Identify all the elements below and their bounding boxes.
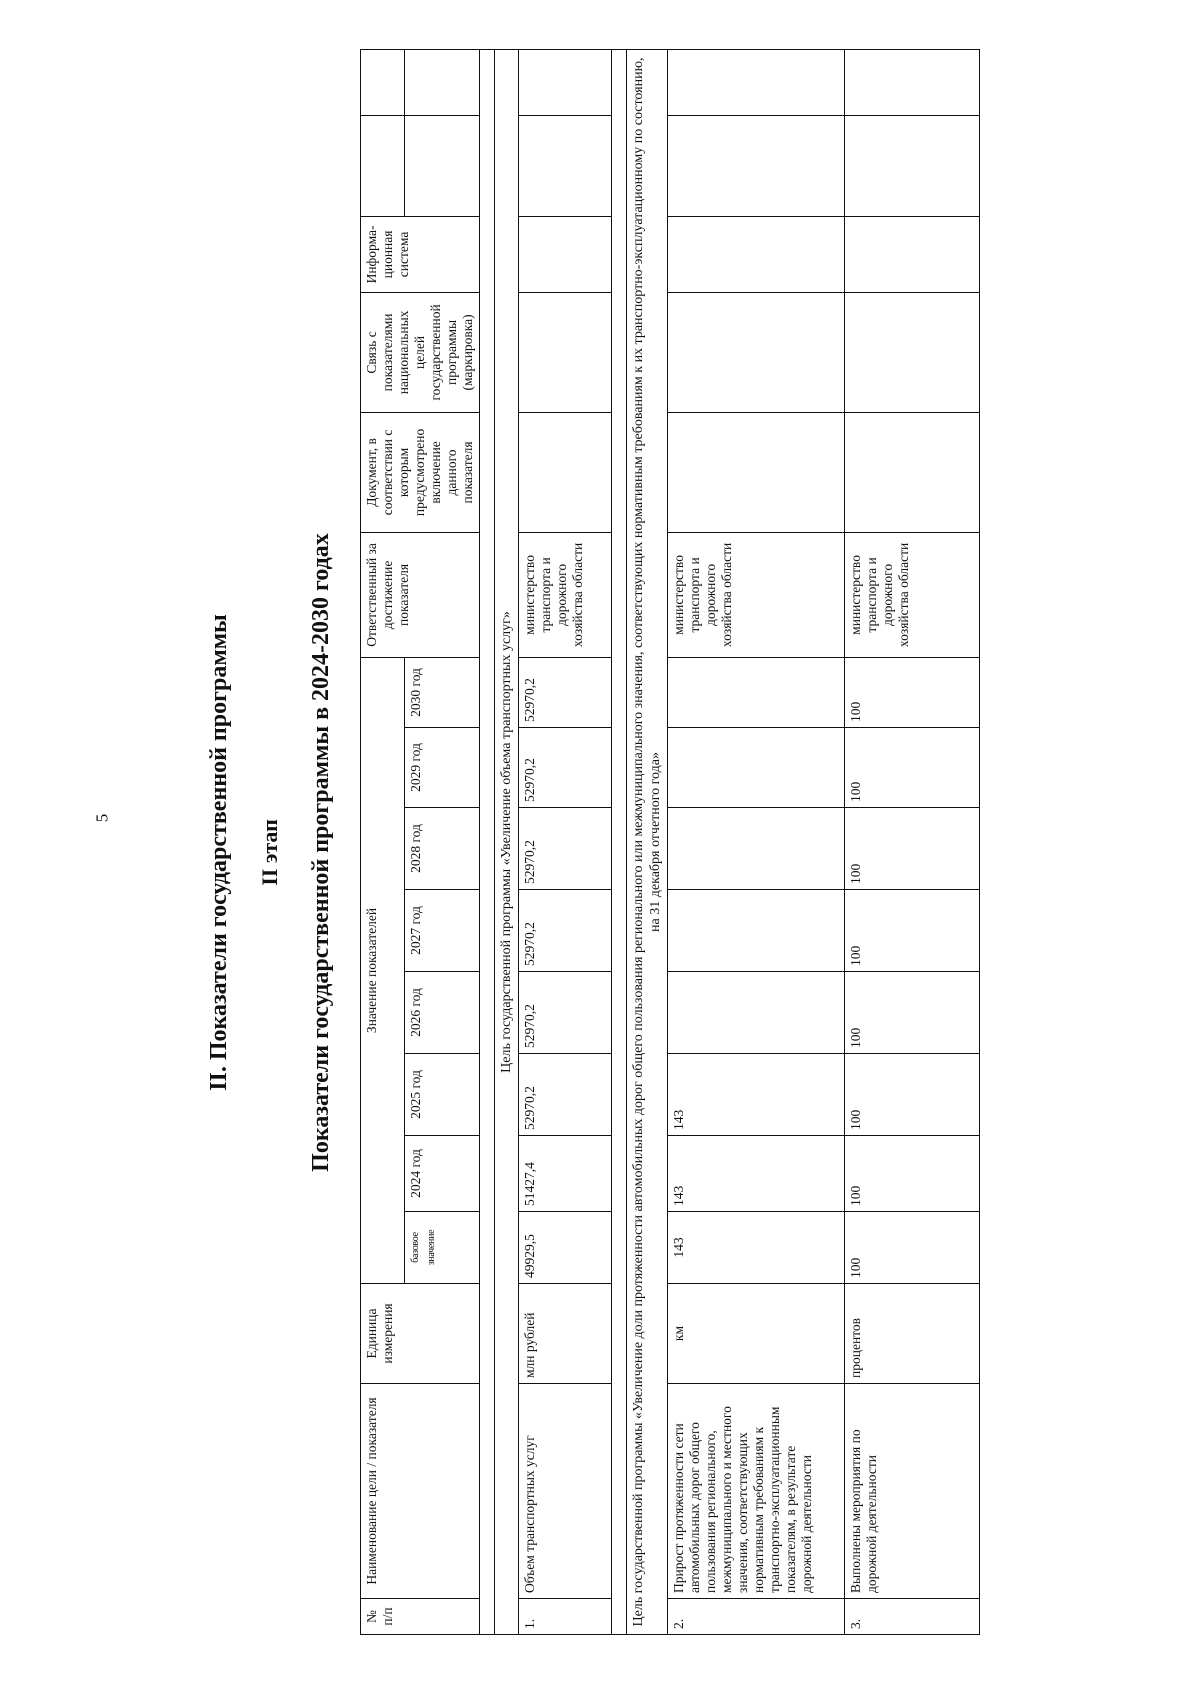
header-unit: Единица измерения <box>361 1284 480 1384</box>
header-responsible: Ответственный за достижение показателя <box>361 532 480 657</box>
row-responsible: министерство транспорта и дорожного хозяйства области <box>668 532 845 657</box>
spacer-row <box>612 49 627 1634</box>
row-infosystem <box>845 216 980 292</box>
row-unit: км <box>668 1284 845 1384</box>
row-infosystem <box>519 216 612 292</box>
row-year-value: 52970,2 <box>519 808 612 890</box>
rotated-page-content <box>200 57 1016 1635</box>
row-year-value <box>668 728 845 808</box>
row-year-value: 100 <box>845 972 980 1054</box>
row-year-value: 52970,2 <box>519 890 612 972</box>
row-year-value: 100 <box>845 1136 980 1212</box>
header-year: 2026 год <box>405 972 480 1054</box>
table-row <box>519 49 612 1634</box>
row-document <box>845 412 980 532</box>
header-num: № п/п <box>361 1599 480 1635</box>
row-year-value <box>668 890 845 972</box>
row-year-value: 52970,2 <box>519 728 612 808</box>
table-row <box>668 49 845 1634</box>
stage-title: II этап <box>257 819 282 886</box>
row-year-value: 52970,2 <box>519 972 612 1054</box>
row-empty-cell <box>845 115 980 216</box>
header-link: Связь с показателями национальных целей государственной программы (маркировка) <box>361 292 480 412</box>
row-year-value: 52970,2 <box>519 657 612 727</box>
goal-row-1 <box>495 49 519 1634</box>
header-values-group: Значение показателей <box>361 657 405 1283</box>
row-unit: млн рублей <box>519 1284 612 1384</box>
section-title: II. Показатели государственной программы <box>206 614 232 1091</box>
header-empty-col <box>361 115 405 216</box>
goal-row-2 <box>627 49 668 1634</box>
spacer-row <box>480 49 495 1634</box>
header-document: Документ, в соответствии с которым предусмотрено включение данного показателя <box>361 412 480 532</box>
row-document <box>519 412 612 532</box>
row-year-value: 100 <box>845 728 980 808</box>
header-year: 2029 год <box>405 728 480 808</box>
header-base: базовое значение <box>405 1212 480 1284</box>
row-link <box>668 292 845 412</box>
row-year-value: 143 <box>668 1054 845 1136</box>
row-link <box>519 292 612 412</box>
row-base: 100 <box>845 1212 980 1284</box>
header-empty-col <box>405 115 480 216</box>
row-year-value: 100 <box>845 890 980 972</box>
row-empty-cell <box>845 49 980 115</box>
header-year: 2030 год <box>405 657 480 727</box>
spacer-cell <box>612 49 627 1634</box>
page-number: 5 <box>92 813 112 823</box>
goal-2-text: Цель государственной программы «Увеличение доли протяженности автомобильных дорог общего пользования регионального или межмуниципального значения, соответствующих нормативным требованиям к их транспортно-эксплуатационному по состоянию, на 31 декабря отчетного года» <box>627 49 668 1634</box>
header-year: 2028 год <box>405 808 480 890</box>
header-infosystem: Информа-ционная система <box>361 216 480 292</box>
header-empty-col <box>361 49 405 115</box>
row-empty-cell <box>668 49 845 115</box>
row-year-value: 51427,4 <box>519 1136 612 1212</box>
row-year-value: 100 <box>845 1054 980 1136</box>
row-base: 143 <box>668 1212 845 1284</box>
row-name: Выполнены мероприятия по дорожной деятельности <box>845 1384 980 1599</box>
row-year-value: 52970,2 <box>519 1054 612 1136</box>
table-row <box>845 49 980 1634</box>
row-year-value <box>668 972 845 1054</box>
row-year-value: 143 <box>668 1136 845 1212</box>
row-link <box>845 292 980 412</box>
header-year: 2025 год <box>405 1054 480 1136</box>
header-name: Наименование цели / показателя <box>361 1384 480 1599</box>
row-num: 1. <box>519 1599 612 1635</box>
row-responsible: министерство транспорта и дорожного хозяйства области <box>845 532 980 657</box>
row-empty-cell <box>519 49 612 115</box>
table-title: Показатели государственной программы в 2024-2030 годах <box>308 533 334 1172</box>
row-document <box>668 412 845 532</box>
row-base: 49929,5 <box>519 1212 612 1284</box>
row-responsible: министерство транспорта и дорожного хозяйства области <box>519 532 612 657</box>
row-year-value: 100 <box>845 657 980 727</box>
row-year-value: 100 <box>845 808 980 890</box>
row-empty-cell <box>519 115 612 216</box>
row-name: Объем транспортных услуг <box>519 1384 612 1599</box>
row-num: 3. <box>845 1599 980 1635</box>
row-year-value <box>668 808 845 890</box>
spacer-cell <box>480 49 495 1634</box>
row-unit: процентов <box>845 1284 980 1384</box>
row-empty-cell <box>668 115 845 216</box>
row-infosystem <box>668 216 845 292</box>
row-name: Прирост протяженности сети автомобильных дорог общего пользования регионального, межмуниципального и местного значения, соответствующих нормативным требованиям к транспортно-эксплуатационным показателям, в результате дорожной деятельности <box>668 1384 845 1599</box>
row-num: 2. <box>668 1599 845 1635</box>
header-year: 2024 год <box>405 1136 480 1212</box>
indicators-table <box>360 49 980 1635</box>
header-empty-col <box>405 49 480 115</box>
row-year-value <box>668 657 845 727</box>
goal-1-text: Цель государственной программы «Увеличение объема транспортных услуг» <box>495 49 519 1634</box>
header-row-1 <box>361 49 405 1634</box>
header-year: 2027 год <box>405 890 480 972</box>
